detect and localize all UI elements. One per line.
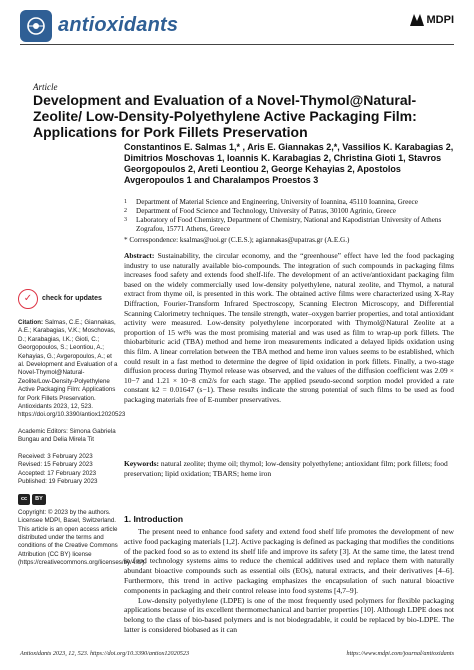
introduction-body <box>124 527 454 635</box>
copyright-notice: Copyright: © 2023 by the authors. Licensee MDPI, Basel, Switzerland. This article is an open access article distributed under the terms and conditions of the Creative Commons Attribution (CC BY) license (https://creativecommons.org/licenses/by/4.0/). <box>18 508 146 567</box>
affiliation-item: 3 Laboratory of Food Chemistry, Department of Chemistry, National and Kapodistrian University of Athens Zografou, 15771 Athens, Greece <box>124 216 442 233</box>
intro-paragraph: Low-density polyethylene (LDPE) is one of the most frequently used polymers for flexible packaging applications because of its excellent thermomechanical and barrier properties [10]. Although LDPE does not belong to the class of bio-based polymers and is not biodegradable, it could be replaced by bio-LDPE. The latter is considered biobased as it can <box>124 595 454 634</box>
abstract-label: Abstract: <box>124 251 155 260</box>
journal-header <box>20 8 454 44</box>
publisher-name: MDPI <box>426 14 454 26</box>
journal-name: antioxidants <box>58 14 179 36</box>
article-type: Article <box>33 82 58 92</box>
keywords <box>124 459 454 478</box>
mdpi-logo-icon <box>410 14 424 26</box>
article-dates: Received: 3 February 2023 Revised: 15 February 2023 Accepted: 17 February 2023 Published: 19 February 2023 <box>18 452 98 485</box>
keywords-label: Keywords: <box>124 459 159 468</box>
correspondence: * Correspondence: ksalmas@uoi.gr (C.E.S.); agiannakas@upatras.gr (A.E.G.) <box>124 236 350 244</box>
author-list: Constantinos E. Salmas 1,* , Aris E. Giannakas 2,*, Vassilios K. Karabagias 2, Dimitrios Moschovas 1, Ioannis K. Karabagias 2, Christina Gioti 1, Stavros Georgopoulos 2, Areti Leontiou 2, George Kehayias 2, Apostolos Avgeropoulos 1 and Charalampos Proestos 3 <box>124 142 454 185</box>
check-updates-icon: ✓ <box>18 289 38 309</box>
academic-editors: Academic Editors: Simona Gabriela Bungau and Delia Mirela Tit <box>18 427 116 444</box>
keywords-text: natural zeolite; thyme oil; thymol; low-density polyethylene; antioxidant film; pork fillets; food preservation; lipid oxidation; TBARS; heme iron <box>124 459 448 478</box>
section-heading: 1. Introduction <box>124 514 184 524</box>
cc-by-license-icon[interactable]: cc BY <box>18 494 46 504</box>
abstract <box>124 251 454 405</box>
article-title: Development and Evaluation of a Novel-Thymol@Natural-Zeolite/ Low-Density-Polyethylene Active Packaging Film: Applications for Pork Fillets Preservation <box>33 92 417 140</box>
page-footer <box>20 650 454 657</box>
journal-logo-icon <box>25 15 47 37</box>
affiliation-item: 2 Department of Food Science and Technology, University of Patras, 30100 Agrinio, Greece <box>124 207 396 215</box>
footer-journal-link[interactable]: https://www.mdpi.com/journal/antioxidants <box>346 650 454 657</box>
journal-logo <box>20 10 52 42</box>
footer-citation: Antioxidants 2023, 12, 523. https://doi.org/10.3390/antiox12020523 <box>20 650 190 657</box>
affiliation-item: 1 Department of Material Science and Engineering, University of Ioannina, 45110 Ioannina, Greece <box>124 198 418 206</box>
abstract-text: Sustainability, the circular economy, and the “greenhouse” effect have led the food packaging industry to use naturally available bio-compounds. The integration of such compounds in packaging films increases food safety and extends food shelf-life. The development of an active/antioxidant packaging film based on the widely commercially used low-density polyethylene, natural zeolite, and Thymol, a natural extract from thyme oil, is presented in this work. The obtained active films were characterized using X-Ray Diffraction, Fourier-Transform Infrared Spectroscopy, Scanning Electron Microscopy, and Differential Scanning Calorimetry techniques. The tensile strength, water–oxygen barrier properties, and total antioxidant activity were measured. Low-density polyethylene incorporated with Thymol@Natural Zeolite at a proportion of 15 wt% was the most promising material and was used as film to wrap-up pork fillets. The thiobarbituric acid (TBA) method and heme iron measurements indicated a delayed lipids oxidation using this film. A linear correlation between the TBA method and heme iron values seems to be established, which could result in a fast method to determine the degree of lipid oxidation in pork fillets. Finally, a two-stage diffusion process during Thymol release was observed, and the values of the diffusion coefficient was 2.09 × 10−7 and 1.21 × 10−8 cm2/s for each stage. The applied pseudo-second sorption model provided a rate constant k2 = 0.01647 (s−1). These results indicate the strong potential of such films to be used as food packaging materials free of E-number preservatives. <box>124 251 454 404</box>
citation-block: Citation: Salmas, C.E.; Giannakas, A.E.; Karabagias, V.K.; Moschovas, D.; Karabagias, I.K.; Gioti, C.; Georgopoulos, S.; Leontiou, A.; Kehayias, G.; Avgeropoulos, A.; et al. Development and Evaluation of a Novel-Thymol@Natural-Zeolite/Low-Density-Polyethylene Active Packaging Film: Applications for Pork Fillets Preservation. Antioxidants 2023, 12, 523. https://doi.org/10.3390/antiox12020523 <box>18 319 126 419</box>
header-divider <box>20 44 454 45</box>
affiliations <box>124 198 454 234</box>
check-updates-button[interactable]: ✓ check for updates <box>18 289 118 309</box>
publisher-logo <box>410 14 455 26</box>
intro-paragraph: The present need to enhance food safety and extend food shelf life promotes the development of new active food packaging materials [1,2]. Active packaging is defined as packaging that modifies the conditions of the packed food so as to extend its shelf life and improve its safety [3]. At the same time, the latest trend in food technology systems aims to reduce the chemical additives used and replace them with naturally abundant bioactive compounds such as essential oils (EOs), natural extracts, and their derivatives [4–6]. Furthermore, this trend in active packaging emphasizes the encapsulation of such natural bioactive components in packaging and their control release into food systems [4,7–9]. <box>124 527 454 595</box>
